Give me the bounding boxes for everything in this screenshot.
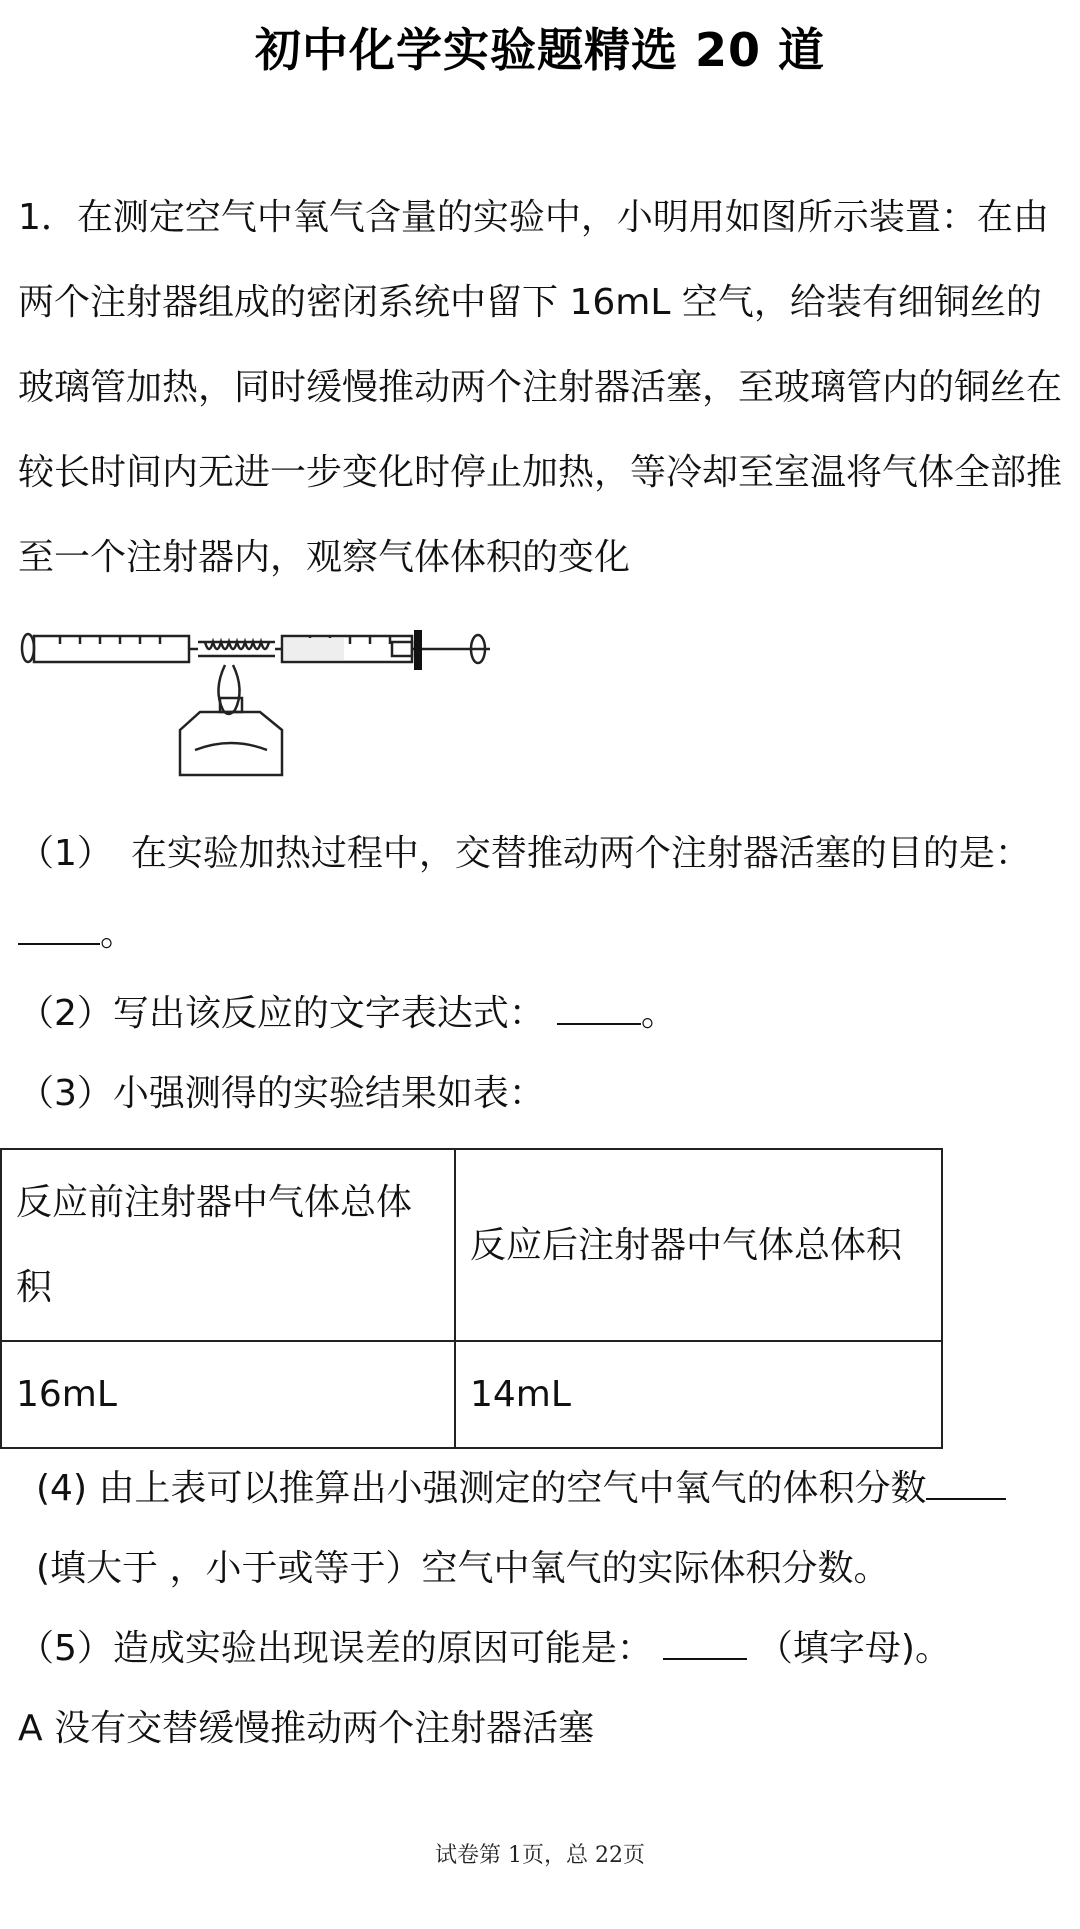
question-1-stem: 1．在测定空气中氧气含量的实验中，小明用如图所示装置：在由两个注射器组成的密闭系统中留下 16mL 空气，给装有细铜丝的玻璃管加热，同时缓慢推动两个注射器活塞，至玻璃管内的铜丝在较长时间内无进一步变化时停止加热，等冷却至室温将气体全部推至一个注射器内，观察气体体积的变化 bbox=[18, 197, 1063, 578]
table-cell-after: 14mL bbox=[455, 1341, 942, 1448]
sub-question-1-tail: 。 bbox=[100, 913, 137, 954]
sub-question-5-tail: （填字母)。 bbox=[756, 1628, 951, 1669]
sub-question-3: （3）小强测得的实验结果如表： bbox=[18, 1073, 545, 1114]
sub-question-1-label: （1） bbox=[18, 833, 113, 874]
answer-blank-2[interactable] bbox=[557, 993, 641, 1025]
sub-question-4 bbox=[36, 1460, 1006, 1511]
sub-question-5-text: （5）造成实验出现误差的原因可能是： bbox=[18, 1628, 653, 1669]
table-cell-before: 16mL bbox=[1, 1341, 455, 1448]
sub-question-1-answer bbox=[18, 905, 136, 956]
table-header-after: 反应后注射器中气体总体积 bbox=[455, 1149, 942, 1341]
option-a: A 没有交替缓慢推动两个注射器活塞 bbox=[18, 1708, 595, 1749]
sub-question-2-tail: 。 bbox=[640, 993, 677, 1034]
answer-blank-1[interactable] bbox=[18, 913, 100, 945]
table-row bbox=[1, 1341, 942, 1448]
syringe-apparatus-diagram bbox=[20, 620, 490, 785]
page-footer: 试卷第 1页，总 22页 bbox=[435, 1843, 645, 1868]
table-header-row bbox=[1, 1149, 942, 1341]
sub-question-4-line2: (填大于 ，小于或等于）空气中氧气的实际体积分数。 bbox=[36, 1548, 890, 1589]
result-table bbox=[0, 1148, 943, 1449]
sub-question-2-text: （2）写出该反应的文字表达式： bbox=[18, 993, 545, 1034]
sub-question-5 bbox=[18, 1620, 951, 1671]
sub-question-1 bbox=[18, 825, 1031, 876]
table-header-before: 反应前注射器中气体总体积 bbox=[1, 1149, 455, 1341]
answer-blank-4[interactable] bbox=[926, 1468, 1006, 1500]
sub-question-1-text: 在实验加热过程中，交替推动两个注射器活塞的目的是： bbox=[130, 833, 1031, 874]
sub-question-4-text: (4) 由上表可以推算出小强测定的空气中氧气的体积分数 bbox=[36, 1468, 927, 1509]
document-title: 初中化学实验题精选 20 道 bbox=[254, 23, 826, 77]
sub-question-2 bbox=[18, 985, 677, 1036]
answer-blank-5[interactable] bbox=[663, 1628, 747, 1660]
